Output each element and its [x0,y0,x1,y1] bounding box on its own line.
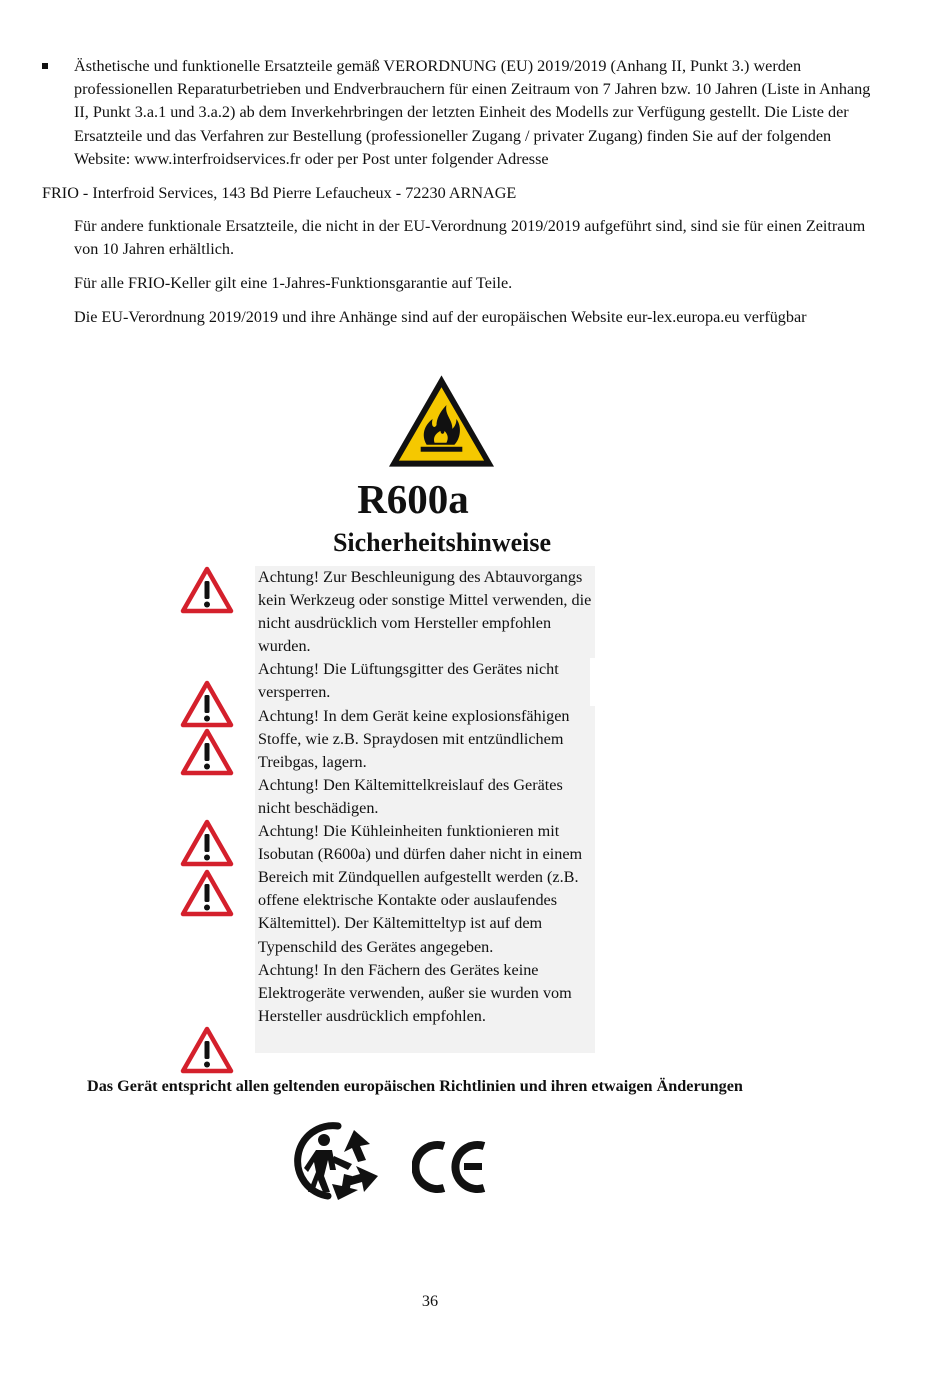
ce-mark-icon [412,1138,490,1196]
exclamation-warning-icon [180,869,234,917]
page-number: 36 [421,1292,439,1310]
refrigerant-type: R600a [357,476,469,522]
exclamation-warning-icon [180,728,234,776]
regulation-paragraph: Die EU-Verordnung 2019/2019 und ihre Anhänge sind auf der europäischen Website eur-lex.europa.eu verfügbar [74,308,807,326]
safety-notes-list [258,566,593,1028]
bullet-square-icon [42,63,48,69]
exclamation-warning-icon [180,1026,234,1074]
other-parts-paragraph: Für andere funktionale Ersatzteile, die nicht in der EU-Verordnung 2019/2019 aufgeführt sind, sind sie für einen Zeitraum von 10 Jahren erhältlich. [74,217,866,259]
flammable-warning-icon [387,373,496,469]
warranty-paragraph: Für alle FRIO-Keller gilt eine 1-Jahres-Funktionsgarantie auf Teile. [74,274,513,292]
safety-note: Achtung! Die Lüftungsgitter des Gerätes nicht versperren. [258,660,559,702]
safety-title: Sicherheitshinweise [332,528,552,557]
safety-note: Achtung! In dem Gerät keine explosionsfähigen Stoffe, wie z.B. Spraydosen mit entzündlichem Treibgas, lagern. [258,706,570,771]
conformity-statement: Das Gerät entspricht allen geltenden europäischen Richtlinien und ihren etwaigen Änderungen [87,1077,743,1095]
triman-recycling-icon [294,1120,380,1202]
exclamation-warning-icon [180,819,234,867]
safety-note: Achtung! In den Fächern des Gerätes keine Elektrogeräte verwenden, außer sie wurden vom Hersteller ausdrücklich empfohlen. [258,960,572,1025]
exclamation-warning-icon [180,680,234,728]
safety-note: Achtung! Den Kältemittelkreislauf des Gerätes nicht beschädigen. [258,775,563,817]
service-address: FRIO - Interfroid Services, 143 Bd Pierre Lefaucheux - 72230 ARNAGE [42,184,517,202]
exclamation-warning-icon [180,566,234,614]
safety-note: Achtung! Zur Beschleunigung des Abtauvorgangs kein Werkzeug oder sonstige Mittel verwenden, die nicht ausdrücklich vom Hersteller empfohlen wurden. [258,568,592,656]
safety-note: Achtung! Die Kühleinheiten funktionieren mit Isobutan (R600a) und dürfen daher nicht in einem Bereich mit Zündquellen aufgestellt werden (z.B. offene elektrische Kontakte oder auslaufendes Kältemittel). Der Kältemitteltyp ist auf dem Typenschild des Gerätes angegeben. [258,822,583,956]
spare-parts-text: Ästhetische und funktionelle Ersatzteile gemäß VERORDNUNG (EU) 2019/2019 (Anhang II, Punkt 3.) werden professionellen Reparaturbetrieben und Endverbrauchern für einen Zeitraum von 7 Jahren bzw. 10 Jahren (Liste in Anhang II, Punkt 3.a.1 und 3.a.2) ab dem Inverkehrbringen der letzten Einheit des Modells zur Verfügung gestellt. Die Liste der Ersatzteile und das Verfahren zur Bestellung (professioneller Zugang / privater Zugang) finden Sie auf der folgenden Website: www.interfroidservices.fr oder per Post unter folgender Adresse [74,57,871,168]
